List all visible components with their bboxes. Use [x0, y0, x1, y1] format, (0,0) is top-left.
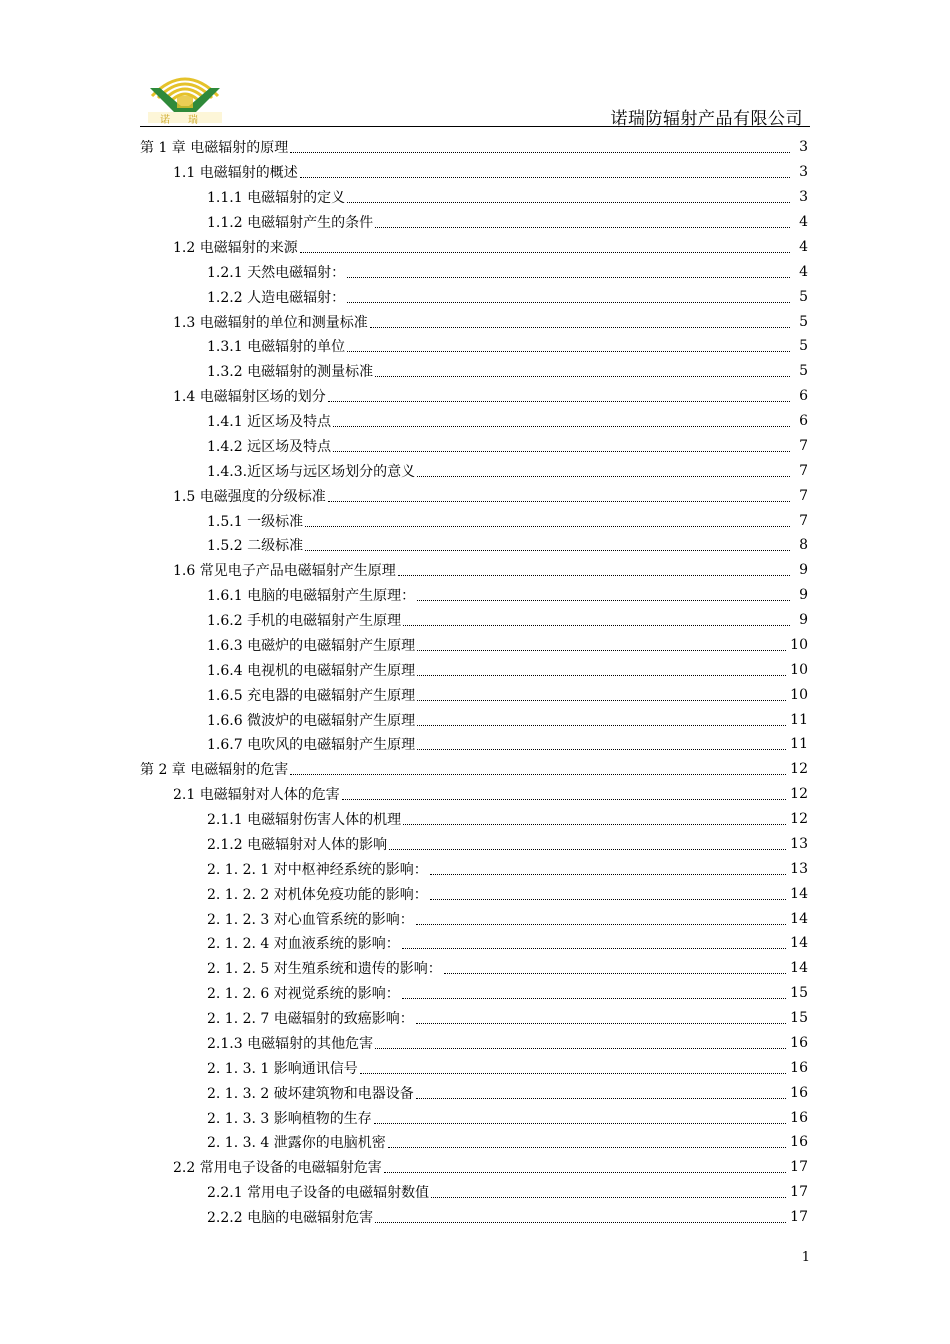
toc-entry-title: 1.6 常见电子产品电磁辐射产生原理 — [173, 563, 396, 580]
toc-dot-leader — [416, 1022, 786, 1024]
toc-entry-page: 5 — [799, 288, 808, 305]
toc-entry-page: 12 — [790, 761, 808, 778]
toc-entry[interactable] — [140, 384, 810, 409]
header-divider — [140, 126, 810, 127]
toc-entry-title: 2.2.1 常用电子设备的电磁辐射数值 — [207, 1185, 430, 1202]
toc-entry-page: 14 — [790, 885, 808, 902]
toc-entry-title: 1.1.2 电磁辐射产生的条件 — [207, 215, 374, 232]
toc-dot-leader — [431, 1196, 786, 1198]
company-logo — [146, 66, 224, 124]
toc-entry-page: 11 — [790, 736, 808, 753]
toc-entry[interactable] — [140, 235, 810, 260]
toc-dot-leader — [374, 1122, 786, 1124]
toc-entry-title: 2.1.3 电磁辐射的其他危害 — [207, 1035, 374, 1052]
toc-dot-leader — [402, 947, 786, 949]
toc-dot-leader — [416, 923, 786, 925]
toc-entry-page: 14 — [790, 910, 808, 927]
toc-dot-leader — [417, 724, 786, 726]
toc-entry[interactable] — [140, 284, 810, 309]
toc-entry[interactable] — [140, 1031, 810, 1056]
toc-entry-title: 1.6.6 微波炉的电磁辐射产生原理 — [207, 712, 416, 729]
toc-entry-title: 1.2 电磁辐射的来源 — [173, 239, 298, 256]
toc-entry-title: 1.6.5 充电器的电磁辐射产生原理 — [207, 687, 416, 704]
toc-entry-page: 13 — [790, 835, 808, 852]
toc-entry-title: 1.4.2 远区场及特点 — [207, 438, 332, 455]
toc-dot-leader — [347, 276, 790, 278]
toc-entry-title: 1.3.2 电磁辐射的测量标准 — [207, 364, 374, 381]
toc-entry[interactable] — [140, 434, 810, 459]
toc-entry-page: 7 — [799, 487, 808, 504]
toc-entry-page: 15 — [790, 1010, 808, 1027]
toc-dot-leader — [398, 574, 790, 576]
toc-entry-page: 16 — [790, 1109, 808, 1126]
toc-entry-title: 1.1 电磁辐射的概述 — [173, 165, 298, 182]
toc-entry[interactable] — [140, 608, 810, 633]
toc-dot-leader — [305, 525, 790, 527]
toc-entry-title: 1.4 电磁辐射区场的划分 — [173, 389, 326, 406]
toc-entry-page: 10 — [790, 686, 808, 703]
toc-entry[interactable] — [140, 1180, 810, 1205]
toc-dot-leader — [403, 823, 786, 825]
toc-entry[interactable] — [140, 309, 810, 334]
toc-entry-title: 2. 1. 2. 2 对机体免疫功能的影响： — [207, 886, 428, 903]
toc-entry-page: 3 — [799, 189, 808, 206]
toc-entry[interactable] — [140, 558, 810, 583]
toc-entry-page: 14 — [790, 935, 808, 952]
toc-dot-leader — [375, 1221, 786, 1223]
toc-entry-page: 5 — [799, 313, 808, 330]
toc-entry-page: 16 — [790, 1084, 808, 1101]
toc-entry[interactable] — [140, 1130, 810, 1155]
toc-entry-title: 2.1 电磁辐射对人体的危害 — [173, 787, 340, 804]
toc-entry-page: 7 — [799, 512, 808, 529]
toc-entry-title: 1.4.3.近区场与远区场划分的意义 — [207, 463, 416, 480]
toc-entry[interactable] — [140, 956, 810, 981]
toc-entry[interactable] — [140, 1105, 810, 1130]
toc-entry-page: 5 — [799, 363, 808, 380]
toc-entry-title: 2.2 常用电子设备的电磁辐射危害 — [173, 1160, 382, 1177]
toc-dot-leader — [430, 873, 786, 875]
toc-entry-page: 9 — [799, 562, 808, 579]
table-of-contents — [140, 135, 810, 1230]
toc-entry[interactable] — [140, 185, 810, 210]
toc-entry-page: 3 — [799, 164, 808, 181]
toc-entry-title: 2. 1. 2. 3 对心血管系统的影响： — [207, 911, 414, 928]
toc-entry-title: 2. 1. 3. 4 泄露你的电脑机密 — [207, 1135, 386, 1152]
toc-entry-title: 2.1.1 电磁辐射伤害人体的机理 — [207, 812, 402, 829]
toc-entry-page: 16 — [790, 1059, 808, 1076]
toc-entry-page: 12 — [790, 811, 808, 828]
toc-entry-title: 2.1.2 电磁辐射对人体的影响 — [207, 836, 388, 853]
toc-entry-page: 17 — [790, 1159, 808, 1176]
toc-entry[interactable] — [140, 1205, 810, 1230]
toc-entry[interactable] — [140, 757, 810, 782]
toc-entry[interactable] — [140, 210, 810, 235]
toc-entry-title: 2. 1. 3. 3 影响植物的生存 — [207, 1110, 372, 1127]
toc-entry-title: 1.6.2 手机的电磁辐射产生原理 — [207, 613, 402, 630]
toc-dot-leader — [375, 375, 790, 377]
toc-dot-leader — [417, 699, 786, 701]
toc-entry-page: 11 — [790, 711, 808, 728]
toc-dot-leader — [402, 997, 786, 999]
toc-dot-leader — [360, 1072, 786, 1074]
toc-entry-page: 13 — [790, 860, 808, 877]
toc-entry[interactable] — [140, 807, 810, 832]
toc-entry[interactable] — [140, 633, 810, 658]
toc-entry-page: 7 — [799, 462, 808, 479]
toc-dot-leader — [328, 400, 790, 402]
toc-dot-leader — [375, 1047, 786, 1049]
toc-entry[interactable] — [140, 732, 810, 757]
toc-entry-page: 4 — [799, 263, 808, 280]
toc-entry-page: 7 — [799, 437, 808, 454]
toc-entry-page: 17 — [790, 1184, 808, 1201]
toc-entry-page: 9 — [799, 612, 808, 629]
toc-entry[interactable] — [140, 458, 810, 483]
toc-dot-leader — [403, 624, 790, 626]
toc-dot-leader — [347, 201, 790, 203]
toc-dot-leader — [300, 176, 790, 178]
toc-dot-leader — [333, 450, 790, 452]
toc-entry-title: 1.6.7 电吹风的电磁辐射产生原理 — [207, 737, 416, 754]
toc-dot-leader — [384, 1171, 786, 1173]
toc-dot-leader — [388, 1146, 786, 1148]
toc-dot-leader — [444, 972, 786, 974]
toc-entry[interactable] — [140, 1055, 810, 1080]
toc-entry-page: 16 — [790, 1034, 808, 1051]
toc-dot-leader — [347, 350, 790, 352]
toc-entry[interactable] — [140, 981, 810, 1006]
toc-dot-leader — [389, 848, 786, 850]
toc-entry-page: 4 — [799, 214, 808, 231]
toc-entry-page: 10 — [790, 636, 808, 653]
toc-entry-title: 2. 1. 2. 5 对生殖系统和遗传的影响： — [207, 961, 442, 978]
toc-entry-page: 17 — [790, 1209, 808, 1226]
toc-entry[interactable] — [140, 832, 810, 857]
company-name: 诺瑞防辐射产品有限公司 — [610, 109, 803, 129]
toc-entry[interactable] — [140, 856, 810, 881]
toc-dot-leader — [347, 301, 790, 303]
toc-entry[interactable] — [140, 682, 810, 707]
toc-entry-title: 1.6.1 电脑的电磁辐射产生原理： — [207, 588, 416, 605]
toc-entry-title: 2. 1. 2. 6 对视觉系统的影响： — [207, 986, 400, 1003]
toc-entry[interactable] — [140, 906, 810, 931]
toc-entry-page: 15 — [790, 985, 808, 1002]
toc-entry-title: 1.4.1 近区场及特点 — [207, 414, 332, 431]
toc-entry-title: 2. 1. 3. 1 影响通讯信号 — [207, 1060, 358, 1077]
logo-text: 诺瑞 — [160, 115, 216, 126]
toc-entry-title: 2. 1. 2. 7 电磁辐射的致癌影响： — [207, 1011, 414, 1028]
toc-entry[interactable] — [140, 409, 810, 434]
toc-entry-page: 6 — [799, 413, 808, 430]
toc-entry-page: 12 — [790, 786, 808, 803]
toc-entry-title: 2.2.2 电脑的电磁辐射危害 — [207, 1210, 374, 1227]
toc-entry[interactable] — [140, 1006, 810, 1031]
toc-entry-title: 1.2.1 天然电磁辐射： — [207, 264, 346, 281]
toc-entry-title: 2. 1. 2. 4 对血液系统的影响： — [207, 936, 400, 953]
toc-entry[interactable] — [140, 334, 810, 359]
toc-entry-title: 2. 1. 2. 1 对中枢神经系统的影响： — [207, 861, 428, 878]
toc-entry-page: 3 — [799, 139, 808, 156]
toc-entry[interactable] — [140, 782, 810, 807]
toc-entry-title: 1.1.1 电磁辐射的定义 — [207, 190, 346, 207]
toc-dot-leader — [417, 599, 790, 601]
toc-dot-leader — [333, 425, 790, 427]
toc-entry[interactable] — [140, 533, 810, 558]
toc-entry-title: 1.5 电磁强度的分级标准 — [173, 488, 326, 505]
toc-dot-leader — [328, 500, 790, 502]
toc-dot-leader — [305, 549, 790, 551]
toc-entry-title: 1.6.4 电视机的电磁辐射产生原理 — [207, 662, 416, 679]
toc-entry-page: 9 — [799, 587, 808, 604]
toc-entry-page: 6 — [799, 388, 808, 405]
toc-dot-leader — [416, 1097, 786, 1099]
toc-dot-leader — [290, 773, 786, 775]
page-number: 1 — [801, 1250, 810, 1265]
toc-dot-leader — [417, 649, 786, 651]
toc-dot-leader — [417, 674, 786, 676]
toc-entry-title: 2. 1. 3. 2 破坏建筑物和电器设备 — [207, 1085, 414, 1102]
toc-entry[interactable] — [140, 259, 810, 284]
toc-dot-leader — [417, 475, 790, 477]
toc-entry[interactable] — [140, 583, 810, 608]
toc-entry-title: 1.6.3 电磁炉的电磁辐射产生原理 — [207, 637, 416, 654]
toc-entry-page: 5 — [799, 338, 808, 355]
toc-dot-leader — [290, 151, 790, 153]
toc-entry-title: 1.5.2 二级标准 — [207, 538, 304, 555]
toc-entry-page: 10 — [790, 661, 808, 678]
toc-entry-title: 1.5.1 一级标准 — [207, 513, 304, 530]
toc-entry[interactable] — [140, 1080, 810, 1105]
toc-dot-leader — [430, 898, 786, 900]
toc-entry-page: 16 — [790, 1134, 808, 1151]
toc-entry-title: 第 1 章 电磁辐射的原理 — [140, 140, 289, 157]
toc-dot-leader — [342, 798, 786, 800]
toc-dot-leader — [300, 251, 790, 253]
toc-entry[interactable] — [140, 508, 810, 533]
toc-dot-leader — [375, 226, 790, 228]
toc-dot-leader — [417, 748, 786, 750]
toc-entry[interactable] — [140, 135, 810, 160]
toc-entry[interactable] — [140, 657, 810, 682]
toc-entry-page: 14 — [790, 960, 808, 977]
toc-entry[interactable] — [140, 1155, 810, 1180]
toc-entry[interactable] — [140, 160, 810, 185]
toc-entry[interactable] — [140, 707, 810, 732]
toc-entry-page: 8 — [799, 537, 808, 554]
toc-entry-title: 第 2 章 电磁辐射的危害 — [140, 762, 289, 779]
toc-entry[interactable] — [140, 359, 810, 384]
toc-entry-page: 4 — [799, 238, 808, 255]
toc-entry-title: 1.3 电磁辐射的单位和测量标准 — [173, 314, 368, 331]
toc-entry[interactable] — [140, 483, 810, 508]
toc-entry-title: 1.3.1 电磁辐射的单位 — [207, 339, 346, 356]
toc-dot-leader — [370, 326, 790, 328]
toc-entry[interactable] — [140, 931, 810, 956]
toc-entry[interactable] — [140, 881, 810, 906]
toc-entry-title: 1.2.2 人造电磁辐射： — [207, 289, 346, 306]
